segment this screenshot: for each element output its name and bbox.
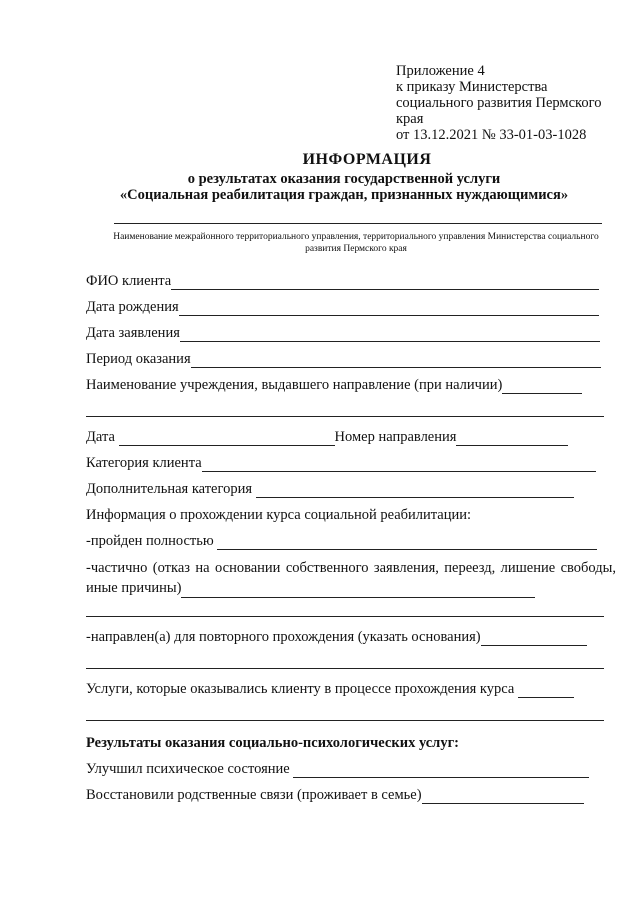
field-label: Улучшил психическое состояние — [86, 761, 290, 777]
partial-input[interactable] — [181, 583, 535, 598]
appendix-block — [396, 63, 601, 143]
field-label: Наименование учреждения, выдавшего направление (при наличии) — [86, 377, 503, 393]
field-label: Номер направления — [334, 429, 457, 445]
category-input[interactable] — [202, 457, 596, 472]
field-application — [86, 324, 600, 342]
field-completed — [86, 532, 597, 550]
fio-input[interactable] — [171, 275, 599, 290]
completed-input[interactable] — [217, 535, 597, 550]
field-extra-category — [86, 480, 574, 498]
institution-continuation-line[interactable] — [86, 416, 604, 417]
field-services — [86, 680, 574, 698]
field-label: Дата заявления — [86, 325, 180, 341]
organization-caption: Наименование межрайонного территориального управления, территориального управления Министерства социального развития Пермского края — [113, 232, 599, 254]
service-name: «Социальная реабилитация граждан, признанных нуждающимися» — [119, 187, 569, 203]
field-label: Период оказания — [86, 351, 191, 367]
services-input[interactable] — [518, 683, 574, 698]
birth-input[interactable] — [179, 301, 599, 316]
field-fio — [86, 272, 599, 290]
period-input[interactable] — [191, 353, 601, 368]
field-label: Дата — [86, 429, 115, 445]
application-input[interactable] — [180, 327, 600, 342]
organization-line[interactable] — [114, 223, 602, 224]
field-label: ФИО клиента — [86, 273, 172, 289]
referral-number-input[interactable] — [456, 431, 568, 446]
field-institution — [86, 376, 582, 394]
field-partial — [86, 558, 616, 598]
appendix-line: к приказу Министерства — [396, 79, 548, 95]
field-label: -пройден полностью — [86, 533, 214, 549]
appendix-line: края — [396, 111, 424, 127]
field-label: Категория клиента — [86, 455, 202, 471]
field-label: Дополнительная категория — [86, 481, 252, 497]
appendix-line: социального развития Пермского — [396, 95, 602, 111]
field-restored — [86, 786, 584, 804]
field-label: -направлен(а) для повторного прохождения (указать основания) — [86, 629, 481, 645]
extra-category-input[interactable] — [256, 483, 574, 498]
appendix-line: от 13.12.2021 № 33-01-03-1028 — [396, 127, 587, 143]
field-category — [86, 454, 596, 472]
field-birth — [86, 298, 599, 316]
field-period — [86, 350, 601, 368]
field-repeat — [86, 628, 587, 646]
document-title: ИНФОРМАЦИЯ — [302, 151, 432, 168]
field-label: Услуги, которые оказывались клиенту в процессе прохождения курса — [86, 681, 515, 697]
date-input[interactable] — [119, 431, 335, 446]
improved-input[interactable] — [293, 763, 589, 778]
restored-input[interactable] — [422, 789, 584, 804]
field-date-referral — [86, 428, 568, 446]
partial-continuation-line[interactable] — [86, 616, 604, 617]
results-heading: Результаты оказания социально-психологических услуг: — [86, 735, 459, 751]
field-label: -частично (отказ на основании собственного заявления, переезд, лишение свободы, иные причины) — [86, 560, 616, 596]
course-info-label: Информация о прохождении курса социальной реабилитации: — [86, 507, 472, 523]
appendix-line: Приложение 4 — [396, 63, 485, 79]
repeat-input[interactable] — [481, 631, 587, 646]
document-subtitle: о результатах оказания государственной услуги — [187, 171, 501, 187]
institution-input[interactable] — [502, 379, 582, 394]
field-label: Восстановили родственные связи (проживает в семье) — [86, 787, 422, 803]
field-improved — [86, 760, 589, 778]
services-continuation-line[interactable] — [86, 720, 604, 721]
field-label: Дата рождения — [86, 299, 179, 315]
repeat-continuation-line[interactable] — [86, 668, 604, 669]
